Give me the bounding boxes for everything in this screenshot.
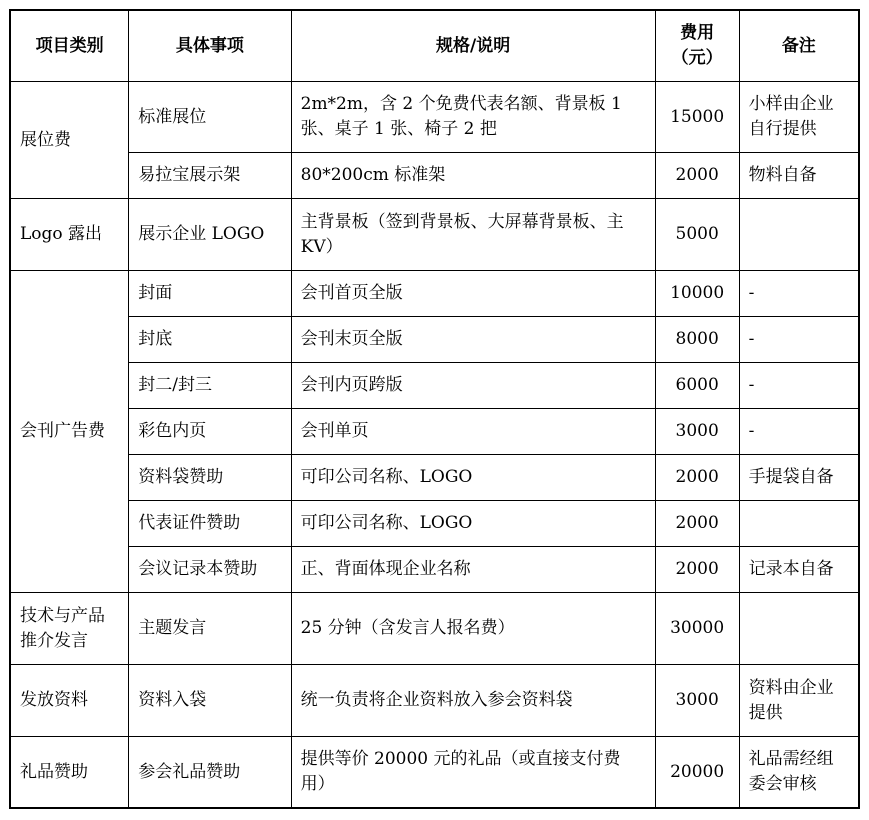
table-row (10, 501, 859, 547)
table-row (10, 593, 859, 665)
fee-cell: 5000 (655, 199, 739, 271)
spec-cell: 会刊单页 (291, 409, 655, 455)
category-cell: 展位费 (10, 82, 129, 199)
header-spec: 规格/说明 (291, 10, 655, 82)
item-cell: 参会礼品赞助 (129, 737, 291, 809)
fee-cell: 2000 (655, 455, 739, 501)
category-cell: 技术与产品推介发言 (10, 593, 129, 665)
fee-cell: 6000 (655, 363, 739, 409)
fee-cell: 10000 (655, 271, 739, 317)
note-cell: 小样由企业自行提供 (739, 82, 859, 153)
item-cell: 封二/封三 (129, 363, 291, 409)
note-cell (739, 593, 859, 665)
item-cell: 易拉宝展示架 (129, 153, 291, 199)
sponsorship-fee-table (9, 9, 860, 809)
item-cell: 资料入袋 (129, 665, 291, 737)
note-cell: 礼品需经组委会审核 (739, 737, 859, 809)
table-row (10, 737, 859, 809)
note-cell: 记录本自备 (739, 547, 859, 593)
item-cell: 封面 (129, 271, 291, 317)
spec-cell: 会刊内页跨版 (291, 363, 655, 409)
header-fee: 费用（元） (655, 10, 739, 82)
table-row (10, 153, 859, 199)
category-cell: Logo 露出 (10, 199, 129, 271)
table-row (10, 455, 859, 501)
spec-cell: 25 分钟（含发言人报名费） (291, 593, 655, 665)
item-cell: 会议记录本赞助 (129, 547, 291, 593)
fee-cell: 2000 (655, 547, 739, 593)
spec-cell: 主背景板（签到背景板、大屏幕背景板、主 KV） (291, 199, 655, 271)
header-item: 具体事项 (129, 10, 291, 82)
fee-cell: 2000 (655, 501, 739, 547)
note-cell: - (739, 271, 859, 317)
note-cell (739, 501, 859, 547)
table-row (10, 317, 859, 363)
note-cell: 资料由企业提供 (739, 665, 859, 737)
note-cell: - (739, 317, 859, 363)
item-cell: 封底 (129, 317, 291, 363)
table-row (10, 271, 859, 317)
item-cell: 展示企业 LOGO (129, 199, 291, 271)
fee-cell: 20000 (655, 737, 739, 809)
category-cell: 会刊广告费 (10, 271, 129, 593)
item-cell: 标准展位 (129, 82, 291, 153)
header-note: 备注 (739, 10, 859, 82)
spec-cell: 统一负责将企业资料放入参会资料袋 (291, 665, 655, 737)
note-cell: 手提袋自备 (739, 455, 859, 501)
fee-cell: 3000 (655, 409, 739, 455)
header-category: 项目类别 (10, 10, 129, 82)
item-cell: 资料袋赞助 (129, 455, 291, 501)
fee-cell: 3000 (655, 665, 739, 737)
table-row (10, 547, 859, 593)
note-cell (739, 199, 859, 271)
item-cell: 彩色内页 (129, 409, 291, 455)
spec-cell: 提供等价 20000 元的礼品（或直接支付费用） (291, 737, 655, 809)
category-cell: 礼品赞助 (10, 737, 129, 809)
spec-cell: 可印公司名称、LOGO (291, 501, 655, 547)
note-cell: - (739, 363, 859, 409)
table-row (10, 199, 859, 271)
table-row (10, 82, 859, 153)
item-cell: 代表证件赞助 (129, 501, 291, 547)
table-row (10, 409, 859, 455)
fee-cell: 30000 (655, 593, 739, 665)
spec-cell: 会刊末页全版 (291, 317, 655, 363)
fee-cell: 15000 (655, 82, 739, 153)
category-cell: 发放资料 (10, 665, 129, 737)
spec-cell: 正、背面体现企业名称 (291, 547, 655, 593)
note-cell: - (739, 409, 859, 455)
spec-cell: 80*200cm 标准架 (291, 153, 655, 199)
table-row (10, 665, 859, 737)
spec-cell: 会刊首页全版 (291, 271, 655, 317)
fee-cell: 2000 (655, 153, 739, 199)
fee-cell: 8000 (655, 317, 739, 363)
spec-cell: 2m*2m，含 2 个免费代表名额、背景板 1 张、桌子 1 张、椅子 2 把 (291, 82, 655, 153)
note-cell: 物料自备 (739, 153, 859, 199)
table-header-row (10, 10, 859, 82)
item-cell: 主题发言 (129, 593, 291, 665)
table-row (10, 363, 859, 409)
spec-cell: 可印公司名称、LOGO (291, 455, 655, 501)
